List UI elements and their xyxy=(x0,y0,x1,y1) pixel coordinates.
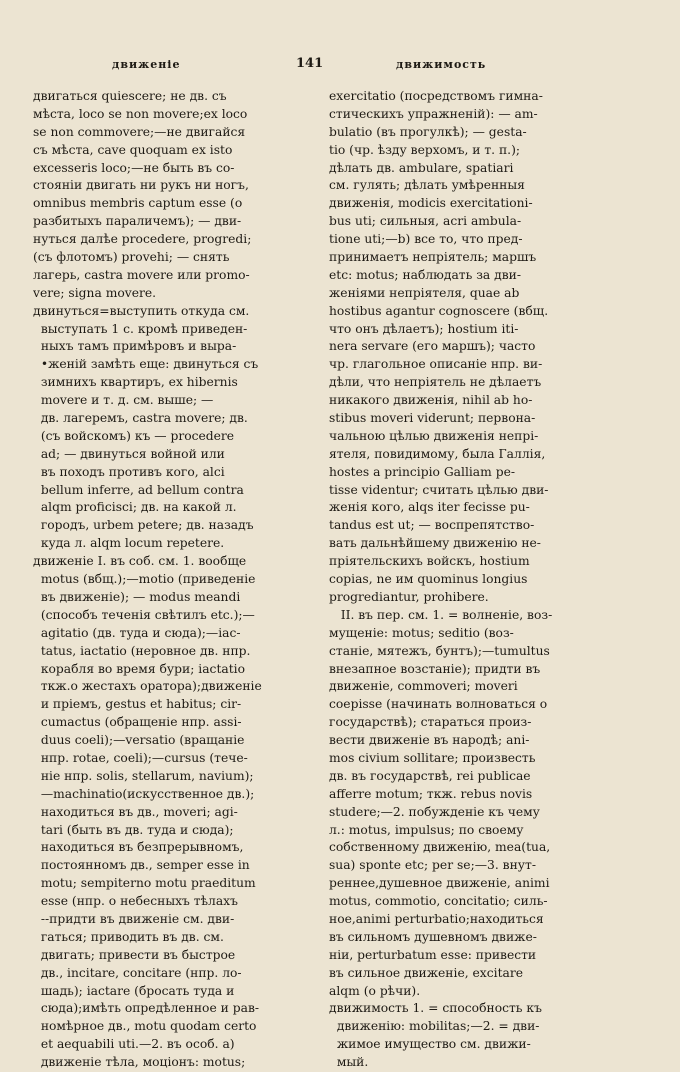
text-line: чр. глагольное описаніе нпр. ви- xyxy=(329,357,543,372)
text-line: принимаетъ непріятель; маршъ xyxy=(329,250,537,265)
text-line: se non commovere;—не двигайся xyxy=(33,124,246,139)
text-line: двигать; привести въ быстрое xyxy=(33,947,236,962)
text-line: шадь); iactare (бросать туда и xyxy=(33,983,235,998)
text-line: номѣрное дв., motu quodam certo xyxy=(33,1019,257,1034)
text-line: omnibus membris captum esse (о xyxy=(33,196,243,211)
text-line: городъ, urbem petere; дв. назадъ xyxy=(33,518,254,533)
text-line: studere;—2. побужденіе къ чему xyxy=(329,804,540,819)
text-line: лагерь, castra movere или promo- xyxy=(33,267,250,282)
text-line: дв. въ государствѣ, rei publicae xyxy=(329,768,531,783)
text-line: --придти въ движеніе см. дви- xyxy=(33,911,235,926)
right-column xyxy=(329,88,647,1072)
text-line: bellum inferre, ad bellum contra xyxy=(33,482,244,497)
text-line: exercitatio (посредствомъ гимна- xyxy=(329,89,543,103)
text-line: •женій замѣть еще: двинуться съ xyxy=(33,357,259,372)
text-line: ныхъ тамъ примѣровъ и выра- xyxy=(33,339,237,354)
text-line: движеніе тѣла, моціонъ: motus; xyxy=(33,1055,246,1070)
text-line: движенія, modicis exercitationi- xyxy=(329,196,533,211)
text-line: внезапное возстаніе); придти въ xyxy=(329,661,541,676)
text-line: движенію: mobilitas;—2. = дви- xyxy=(329,1019,540,1034)
text-line: hostibus agantur cognoscere (вбщ. xyxy=(329,303,549,318)
text-line: ніе нпр. solis, stellarum, navium); xyxy=(33,768,254,783)
text-line: bus uti; сильныя, acri ambula- xyxy=(329,214,522,229)
text-line: въ сильное движеніе, excitare xyxy=(329,965,523,980)
text-line: excesseris loco;—не быть въ со- xyxy=(33,160,235,175)
text-line: copias, ne им quominus longius xyxy=(329,572,528,587)
text-line: мѣста, loco se non movere;ex loco xyxy=(33,106,248,121)
text-line: куда л. alqm locum repetere. xyxy=(33,536,225,551)
text-line: пріятельскихъ войскъ, hostium xyxy=(329,554,530,569)
text-line: et aequabili uti.—2. въ особ. а) xyxy=(33,1037,235,1052)
text-line: ткж.о жестахъ оратора);движеніе xyxy=(33,679,262,694)
text-line: sua) sponte etc; per se;—3. внут- xyxy=(329,858,536,873)
text-line: нпр. rotae, coeli);—cursus (тече- xyxy=(33,750,248,765)
header-left-word: движеніе xyxy=(112,58,181,71)
text-line: находиться въ безпрерывномъ, xyxy=(33,840,244,855)
text-line: etc: motus; наблюдать за дви- xyxy=(329,267,521,282)
text-line: II. въ пер. см. 1. = волненіе, воз- xyxy=(329,607,553,622)
text-line: нуться далѣе procedere, progredi; xyxy=(33,232,252,247)
text-line: motus (вбщ.);—motio (приведеніе xyxy=(33,572,256,587)
text-line: agitatio (дв. туда и сюда);—iac- xyxy=(33,625,241,640)
text-line: сюда);имѣть опредѣленное и рав- xyxy=(33,1001,260,1016)
text-line: motu; sempiterno motu praeditum xyxy=(33,876,256,891)
text-line: tisse videntur; считать цѣлью дви- xyxy=(329,482,549,497)
text-line: въ движеніе); — modus meandi xyxy=(33,589,241,604)
text-line: motus, commotio, concitatio; силь- xyxy=(329,894,548,909)
text-line: корабля во время бури; iactatio xyxy=(33,661,245,676)
text-line: въ походъ противъ кого, alci xyxy=(33,464,225,479)
text-line: дв., incitare, concitare (нпр. ло- xyxy=(33,965,242,980)
text-line: женія кого, alqs iter fecisse pu- xyxy=(329,500,530,515)
text-line: cumactus (обращеніе нпр. assi- xyxy=(33,715,242,730)
text-line: въ сильномъ душевномъ движе- xyxy=(329,929,537,944)
text-line: (съ войскомъ) къ — procedere xyxy=(33,428,235,443)
page-header xyxy=(0,58,680,78)
text-line: женіями непріятеля, quae ab xyxy=(329,285,520,300)
text-line: ad; — двинуться войной или xyxy=(33,446,225,461)
text-line: esse (нпр. о небесныхъ тѣлахъ xyxy=(33,894,238,909)
text-line: vere; signa movere. xyxy=(33,285,157,300)
text-line: tatus, iactatio (неровное дв. нпр. xyxy=(33,643,251,658)
text-line: выступать 1 с. кромѣ приведен- xyxy=(33,321,248,336)
text-line: движеніе I. въ соб. см. 1. вообще xyxy=(33,554,247,569)
text-line: реннее,душевное движеніе, animi xyxy=(329,876,550,891)
text-line: государствѣ); стараться произ- xyxy=(329,715,532,730)
text-line: находиться въ дв., moveri; agi- xyxy=(33,804,238,819)
text-line: tandus est ut; — воспрепятство- xyxy=(329,518,535,533)
text-line: дѣлать дв. ambulare, spatiari xyxy=(329,160,514,175)
text-line: ніи, perturbatum esse: привести xyxy=(329,947,537,962)
text-line: никакого движенія, nihil ab ho- xyxy=(329,393,533,408)
text-line: и пріемъ, gestus et habitus; cir- xyxy=(33,697,242,712)
text-line: mos civium sollitare; произвесть xyxy=(329,750,536,765)
left-column xyxy=(33,88,323,1072)
text-line: л.: motus, impulsus; по своему xyxy=(329,822,524,837)
text-line: чальною цѣлью движенія непрі- xyxy=(329,428,539,443)
text-line: nera servare (его маршъ); часто xyxy=(329,339,536,354)
text-line: вать дальнѣйшему движенію не- xyxy=(329,536,541,551)
page-number: 141 xyxy=(296,56,324,71)
text-line: coepisse (начинать волноваться о xyxy=(329,697,548,712)
text-line: ное,animi perturbatio;находиться xyxy=(329,911,544,926)
text-line: станіе, мятежъ, бунтъ);—tumultus xyxy=(329,643,550,658)
text-line: см. гулять; дѣлать умѣренныя xyxy=(329,178,525,193)
text-line: стическихъ упражненій): — am- xyxy=(329,106,538,121)
text-line: hostes a principio Galliam pe- xyxy=(329,464,516,479)
text-line: afferre motum; ткж. rebus novis xyxy=(329,786,533,801)
text-line: съ мѣста, cave quoquam ex isto xyxy=(33,142,233,157)
text-line: tari (быть въ дв. туда и сюда); xyxy=(33,822,234,837)
text-line: стояніи двигать ни рукъ ни ногъ, xyxy=(33,178,249,193)
text-line: progrediantur, prohibere. xyxy=(329,589,489,604)
header-right-word: движимость xyxy=(396,58,487,71)
text-line: stibus moveri viderunt; первона- xyxy=(329,411,536,426)
text-line: двигаться quiescere; не дв. съ xyxy=(33,89,227,103)
text-line: movere и т. д. см. выше; — xyxy=(33,393,214,408)
text-line: мущеніе: motus; seditio (воз- xyxy=(329,625,514,640)
text-line: движимость 1. = способность къ xyxy=(329,1001,542,1016)
text-line: tione uti;—b) все то, что пред- xyxy=(329,232,523,247)
text-line: гаться; приводить въ дв. см. xyxy=(33,929,224,944)
text-line: жимое имущество см. движи- xyxy=(329,1037,531,1052)
text-line: постоянномъ дв., semper esse in xyxy=(33,858,250,873)
text-line: duus coeli);—versatio (вращаніе xyxy=(33,733,245,748)
text-line: мый. xyxy=(329,1055,369,1070)
text-line: ятеля, повидимому, была Галлія, xyxy=(329,446,546,461)
text-line: tio (чр. ѣзду верхомъ, и т. п.); xyxy=(329,142,521,157)
text-line: зимнихъ квартиръ, ex hibernis xyxy=(33,375,238,390)
text-line: (способъ теченія свѣтилъ etc.);— xyxy=(33,607,255,622)
text-line: собственному движенію, mea(tua, xyxy=(329,840,551,855)
text-line: что онъ дѣлаетъ); hostium iti- xyxy=(329,321,519,336)
text-line: вести движеніе въ народѣ; ani- xyxy=(329,733,530,748)
text-line: разбитыхъ параличемъ); — дви- xyxy=(33,214,242,229)
text-line: alqm proficisci; дв. на какой л. xyxy=(33,500,237,515)
text-line: bulatio (въ прогулкѣ); — gesta- xyxy=(329,124,527,139)
text-line: двинуться=выступить откуда см. xyxy=(33,303,250,318)
text-line: alqm (о рѣчи). xyxy=(329,983,421,998)
text-line: —machinatio(искусственное дв.); xyxy=(33,786,255,801)
text-line: дѣли, что непріятель не дѣлаетъ xyxy=(329,375,542,390)
text-line: дв. лагеремъ, castra movere; дв. xyxy=(33,411,248,426)
text-line: (съ флотомъ) provehi; — снять xyxy=(33,250,230,265)
text-line: движеніе, commoveri; moveri xyxy=(329,679,518,694)
